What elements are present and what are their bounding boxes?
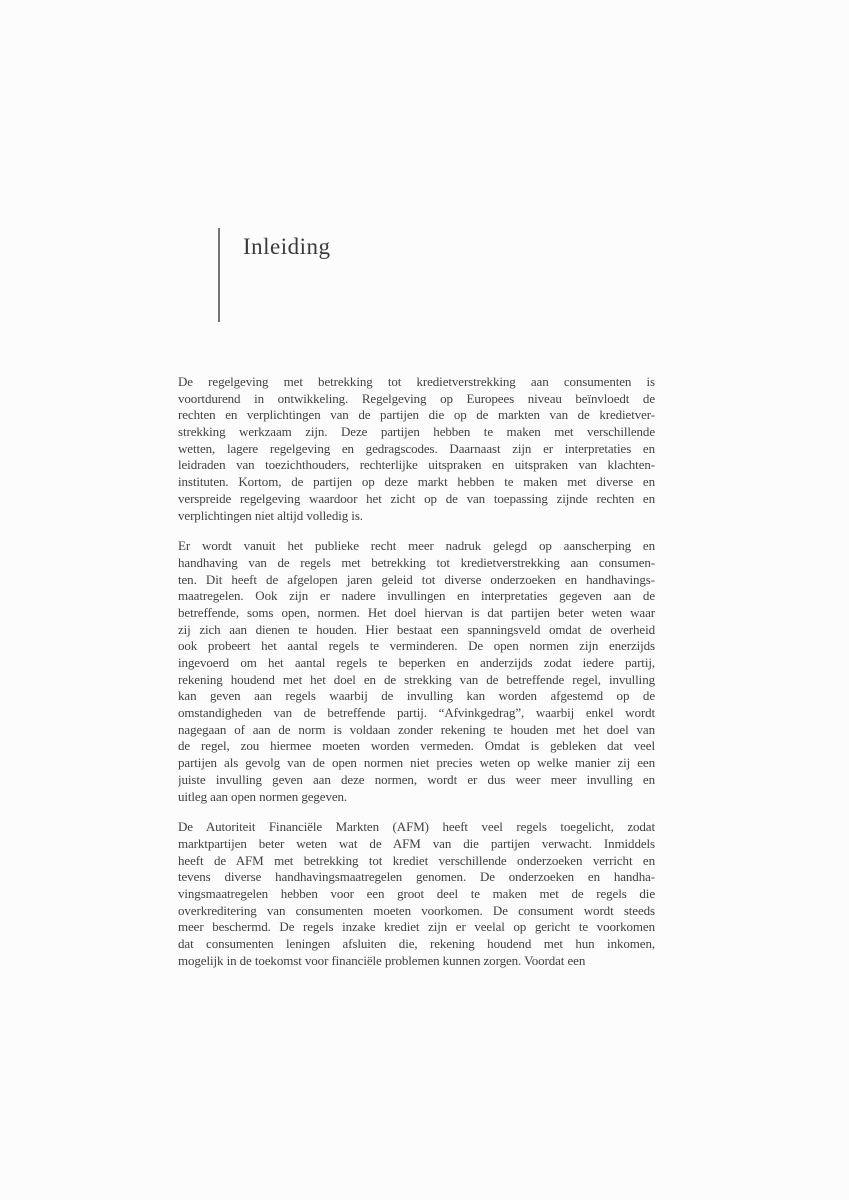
text-line: leidraden van toezichthouders, rechterlijke uitspraken en uitspraken van klachten-: [178, 457, 655, 473]
paragraph: [178, 374, 655, 524]
text-line: nagegaan of aan de norm is voldaan zonder rekening te houden met het doel van: [178, 721, 655, 737]
text-line: de regel, zou hiermee moeten worden vermeden. Omdat is gebleken dat veel: [178, 738, 655, 754]
text-line: ingevoerd om het aantal regels te beperken en anderzijds zodat iedere partij,: [178, 655, 655, 670]
title-accent-bar: [218, 228, 220, 322]
text-line: heeft de AFM met betrekking tot krediet verschillende onderzoeken verricht en: [178, 852, 655, 868]
page-title: Inleiding: [243, 234, 331, 259]
text-line: meer beschermd. De regels inzake krediet zijn er veelal op gericht te voorkomen: [178, 919, 655, 935]
text-line: De Autoriteit Financiële Markten (AFM) heeft veel regels toegelicht, zodat: [178, 819, 655, 835]
text-line: betreffende, soms open, normen. Het doel hiervan is dat partijen beter weten waar: [178, 604, 655, 620]
body-text: [178, 374, 655, 983]
text-line: zij zich aan dienen te houden. Hier bestaat een spanningsveld omdat de overheid: [178, 621, 655, 637]
text-line: marktpartijen beter weten wat de AFM van die partijen verwacht. Inmiddels: [178, 835, 655, 851]
text-line: ook probeert het aantal regels te verminderen. De open normen zijn enerzijds: [178, 638, 655, 654]
text-line: overkreditering van consumenten moeten voorkomen. De consument wordt steeds: [178, 902, 655, 918]
text-line: tevens diverse handhavingsmaatregelen genomen. De onderzoeken en handha-: [178, 869, 655, 885]
text-line: ten. Dit heeft de afgelopen jaren geleid tot diverse onderzoeken en handhavings-: [178, 571, 655, 587]
text-line: partijen als gevolg van de open normen niet precies weten op welke manier zij een: [178, 755, 655, 771]
text-line: mogelijk in de toekomst voor financiële problemen kunnen zorgen. Voordat een: [178, 952, 586, 968]
text-line: omstandigheden van de betreffende partij. “Afvinkgedrag”, waarbij enkel wordt: [178, 705, 655, 721]
text-line: De regelgeving met betrekking tot kredietverstrekking aan consumenten is: [178, 374, 655, 389]
text-line: juiste invulling geven aan deze normen, wordt er dus weer meer invulling en: [178, 771, 655, 787]
text-line: vingsmaatregelen hebben voor een groot deel te maken met de regels die: [178, 885, 655, 901]
text-line: voortdurend in ontwikkeling. Regelgeving op Europees niveau beïnvloedt de: [178, 390, 655, 406]
paragraph: [178, 538, 655, 805]
text-line: wetten, lagere regelgeving en gedragscodes. Daarnaast zijn er interpretaties en: [178, 440, 655, 456]
text-line: instituten. Kortom, de partijen op deze markt hebben te maken met diverse en: [178, 474, 655, 490]
text-line: verplichtingen niet altijd volledig is.: [178, 507, 363, 523]
paragraph: [178, 819, 655, 969]
text-line: rechten en verplichtingen van de partijen die op de markten van de kredietver-: [178, 407, 655, 423]
text-line: kan geven aan regels waarbij de invulling kan worden afgestemd op de: [178, 688, 655, 704]
text-line: handhaving van de regels met betrekking tot kredietverstrekking aan consumen-: [178, 554, 655, 570]
text-line: maatregelen. Ook zijn er nadere invullingen en interpretaties gegeven aan de: [178, 588, 655, 604]
chapter-heading: [218, 228, 331, 322]
text-line: dat consumenten leningen afsluiten die, rekening houdend met hun inkomen,: [178, 936, 655, 951]
text-line: Er wordt vanuit het publieke recht meer nadruk gelegd op aanscherping en: [178, 538, 655, 554]
text-line: strekking werkzaam zijn. Deze partijen hebben te maken met verschillende: [178, 424, 655, 440]
text-line: verspreide regelgeving waardoor het zicht op de van toepassing zijnde rechten en: [178, 490, 655, 506]
text-line: uitleg aan open normen gegeven.: [178, 788, 348, 804]
text-line: rekening houdend met het doel en de strekking van de betreffende regel, invulling: [178, 671, 655, 687]
